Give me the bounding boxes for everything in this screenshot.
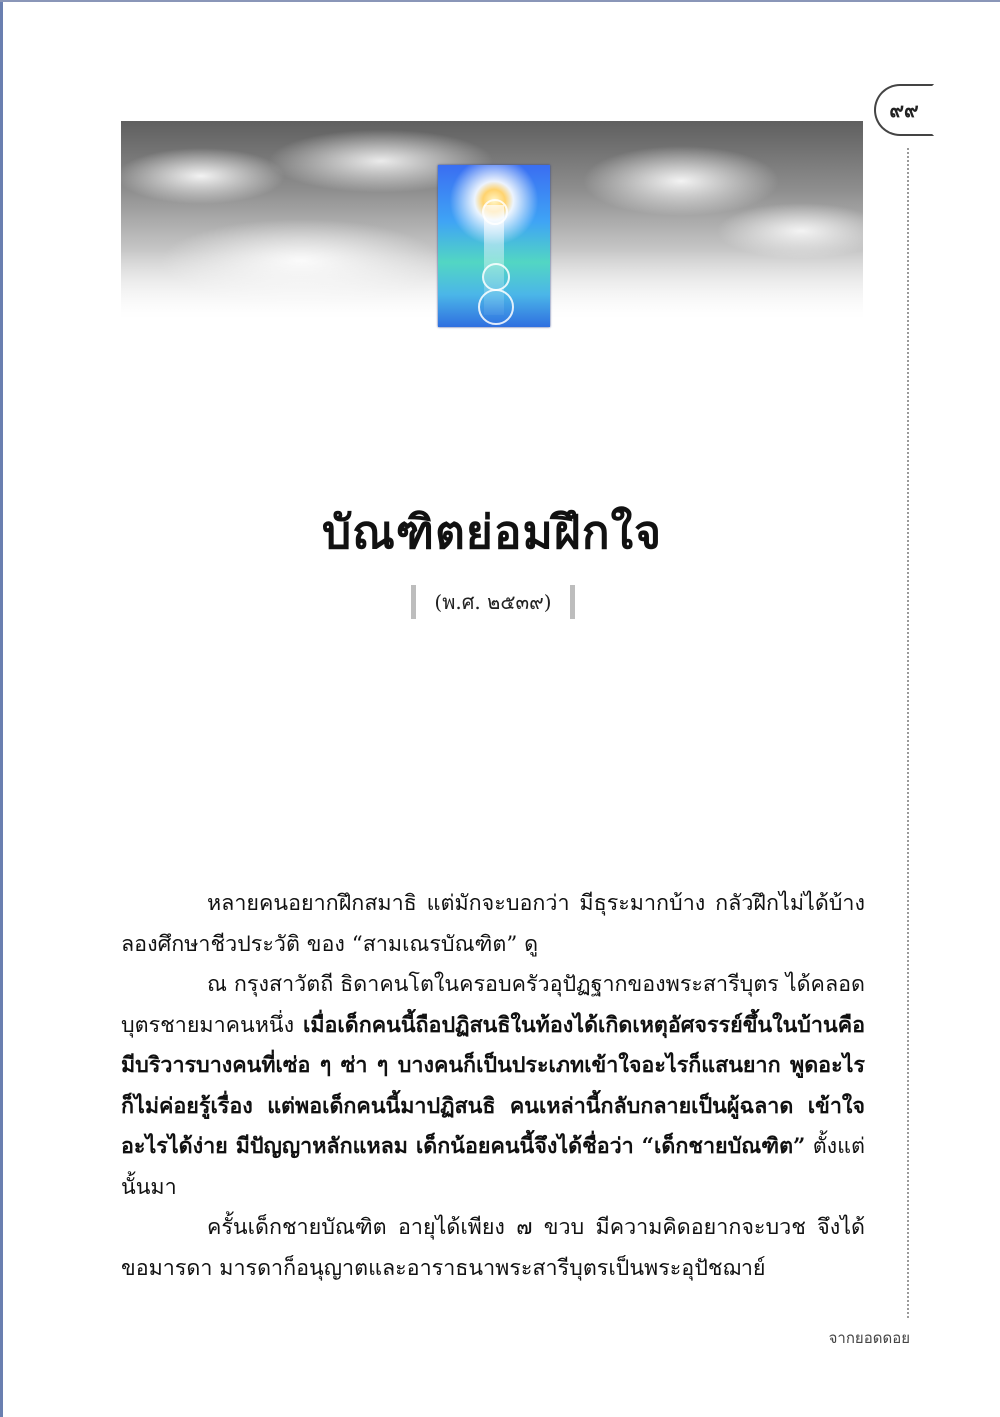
page-top-edge xyxy=(0,0,1000,2)
meditation-emblem-image xyxy=(438,165,550,327)
dotted-margin-rule xyxy=(907,148,909,1318)
paragraph-1: หลายคนอยากฝึกสมาธิ แต่มักจะบอกว่า มีธุระมากบ้าง กลัวฝึกไม่ได้บ้าง ลองศึกษาชีวประวัติ ของ “สามเณรบัณฑิต” ดู xyxy=(121,891,865,957)
paragraph-2-end: ตั้งแต่นั้นมา xyxy=(121,1134,865,1200)
emblem-ring-middle xyxy=(482,263,510,291)
page-left-edge xyxy=(0,0,3,1417)
emblem-ring-top xyxy=(482,199,508,225)
year-label: (พ.ศ. ๒๕๓๙) xyxy=(411,585,575,619)
paragraph-2-emphasis: เมื่อเด็กคนนี้ถือปฏิสนธิในท้องได้เกิดเหตุอัศจรรย์ขึ้นในบ้านคือมีบริวารบางคนที่เซ่อ ๆ ซ่า ๆ บางคนก็เป็นประเภทเข้าใจอะไรก็แสนยาก พูดอะไรก็ไม่ค่อยรู้เรื่อง แต่พอเด็กคนนี้มาปฏิสนธิ คนเหล่านี้กลับกลายเป็นผู้ฉลาด เข้าใจอะไรได้ง่าย มีปัญญาหลักแหลม เด็กน้อยคนนี้จึงได้ชื่อว่า “เด็กชายบัณฑิต” xyxy=(121,1012,865,1159)
page-number: ๙๙ xyxy=(874,84,934,136)
paragraph-2 xyxy=(121,965,865,1208)
chapter-title: บัณฑิตย่อมฝึกใจ xyxy=(321,505,663,559)
page-number-tab xyxy=(874,84,940,140)
body-text xyxy=(121,884,865,1289)
footer-book-title: จากยอดดอย xyxy=(828,1329,910,1347)
paragraph-2-intro: ณ กรุงสาวัตถี ธิดาคนโตในครอบครัวอุปัฏฐากของพระสารีบุตร ได้คลอดบุตรชายมาคนหนึ่ง xyxy=(121,972,865,1038)
emblem-ring-bottom xyxy=(478,289,514,325)
paragraph-3: ครั้นเด็กชายบัณฑิต อายุได้เพียง ๗ ขวบ มีความคิดอยากจะบวช จึงได้ขอมารดา มารดาก็อนุญาตและอาราธนาพระสารีบุตรเป็นพระอุปัชฌาย์ xyxy=(121,1215,865,1281)
